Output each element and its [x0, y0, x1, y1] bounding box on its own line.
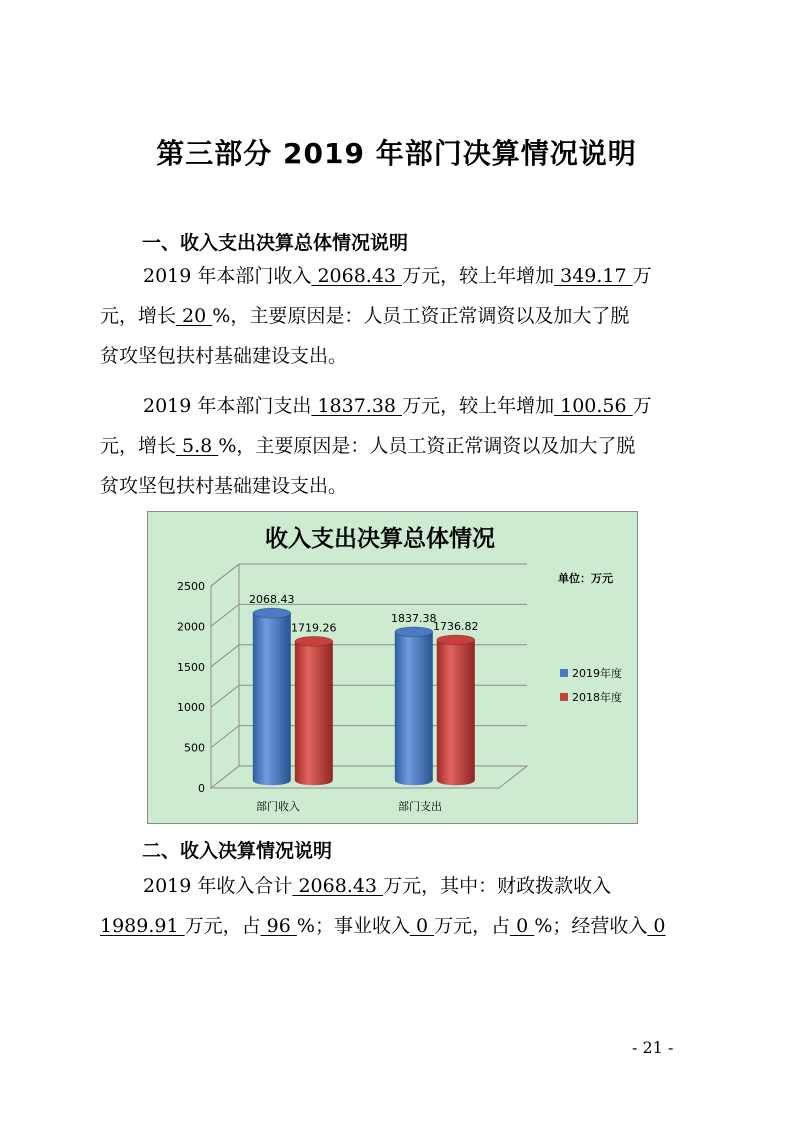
page-number: - 21 -: [632, 1038, 674, 1057]
legend-swatch: [560, 669, 568, 677]
expense-increase-value: 100.56: [554, 395, 633, 417]
y-tick-label: 0: [198, 782, 205, 795]
chart-unit-label: 单位：万元: [558, 572, 613, 585]
fiscal-income-value: 1989.91: [100, 915, 185, 937]
income-detail-line-1: 2019 年收入合计 2068.43 万元，其中：财政拨款收入: [143, 875, 612, 897]
expense-value: 1837.38: [311, 395, 403, 417]
chart-title: 收入支出决算总体情况: [265, 526, 495, 552]
y-tick-label: 2500: [177, 580, 205, 593]
income-detail-line-2: 1989.91 万元，占 96 %；事业收入 0 万元，占 0 %；经营收入 0: [100, 915, 666, 937]
income-expense-chart: [147, 511, 638, 824]
bar-cap: [295, 636, 333, 646]
section1-heading: 一、收入支出决算总体情况说明: [142, 232, 409, 254]
category-label: 部门收入: [256, 800, 300, 813]
income-line-3: 贫攻坚包扶村基础建设支出。: [100, 345, 348, 367]
chart-side-wall: [211, 564, 239, 788]
category-label: 部门支出: [398, 800, 442, 813]
income-line-1: 2019 年本部门收入 2068.43 万元，较上年增加 349.17 万: [143, 265, 652, 287]
expense-paragraph: [100, 386, 692, 506]
page-title: 第三部分 2019 年部门决算情况说明: [156, 137, 637, 170]
expense-line-3: 贫攻坚包扶村基础建设支出。: [100, 475, 348, 497]
bar-cap: [395, 627, 433, 637]
bar-2018-expense: [437, 640, 475, 785]
gridline: [211, 564, 527, 586]
bar-cap: [437, 635, 475, 645]
income-value: 2068.43: [311, 265, 403, 287]
chart-canvas: [148, 512, 637, 823]
total-income-value: 2068.43: [292, 875, 384, 897]
bar-cap: [253, 608, 291, 618]
y-tick-label: 1000: [177, 701, 205, 715]
y-tick-label: 500: [184, 741, 205, 755]
legend-label: 2019年度: [572, 667, 622, 680]
income-detail-paragraph: [100, 866, 692, 946]
data-label: 2068.43: [249, 593, 295, 607]
business-income-value: 0: [409, 915, 435, 937]
income-paragraph: [100, 256, 692, 376]
data-label: 1837.38: [391, 611, 437, 625]
expense-line-1: 2019 年本部门支出 1837.38 万元，较上年增加 100.56 万: [143, 395, 652, 417]
y-tick-label: 2000: [177, 620, 205, 634]
income-increase-value: 349.17: [554, 265, 633, 287]
bar-2019-expense: [395, 632, 433, 785]
data-label: 1736.82: [433, 619, 479, 633]
expense-line-2: 元，增长 5.8 %，主要原因是：人员工资正常调资以及加大了脱: [100, 435, 636, 457]
expense-growth-value: 5.8: [176, 435, 219, 457]
income-growth-value: 20: [176, 305, 213, 327]
business-share-value: 0: [510, 915, 535, 937]
legend-swatch: [560, 693, 568, 701]
operating-income-value: 0: [647, 915, 666, 937]
bar-2019-income: [253, 613, 291, 785]
section2-heading: 二、收入决算情况说明: [142, 840, 333, 862]
legend-label: 2018年度: [572, 691, 622, 704]
bar-2018-income: [295, 641, 333, 785]
fiscal-share-value: 96: [260, 915, 297, 937]
data-label: 1719.26: [291, 621, 337, 635]
y-tick-label: 1500: [177, 660, 205, 674]
income-line-2: 元，增长 20 %，主要原因是：人员工资正常调资以及加大了脱: [100, 305, 630, 327]
